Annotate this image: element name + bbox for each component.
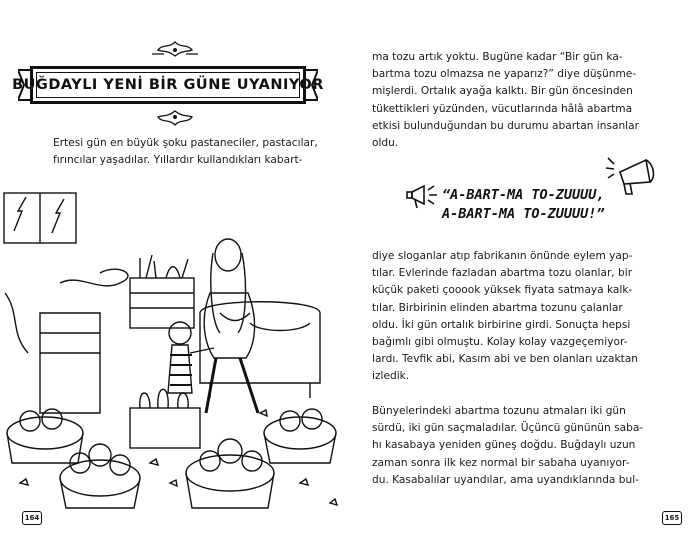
slogan-line: “A-BART-MA TO-ZUUUU, — [442, 187, 605, 203]
paragraph-line: tılar. Evlerinde fazladan abartma tozu olanlar, bir — [372, 267, 633, 280]
bakery-illustration — [0, 183, 350, 528]
page-number-right: 165 — [662, 511, 682, 525]
left-paragraph — [53, 135, 318, 169]
right-paragraph-3 — [372, 403, 672, 489]
right-paragraph-1 — [372, 49, 672, 152]
slogan-line: A-BART-MA TO-ZUUUU!” — [442, 206, 605, 222]
ornament-top-icon — [150, 40, 200, 60]
paragraph-line: bağımlı gibi olmuştu. Kolay kolay vazgeçemiyor- — [372, 336, 628, 349]
megaphone-icon — [404, 178, 442, 214]
paragraph-line: Bünyelerindeki abartma tozunu atmaları iki gün — [372, 405, 626, 417]
paragraph-line: sürdü, iki gün saçmaladılar. Üçüncü gününün saba- — [372, 422, 644, 435]
paragraph-line: diye sloganlar atıp fabrikanın önünde eylem yap- — [372, 250, 633, 262]
paragraph-line: bartma tozu olmazsa ne yaparız?” diye düşünme- — [372, 68, 637, 81]
paragraph-line: küçük paketi çooook yüksek fiyata satmaya kalk- — [372, 284, 633, 297]
paragraph-line: lardı. Tevfik abi, Kasım abi ve ben olanları uzaktan — [372, 353, 638, 366]
paragraph-line: zaman sonra ilk kez normal bir sabaha uyanıyor- — [372, 456, 630, 469]
paragraph-line: izledik. — [372, 370, 410, 383]
paragraph-line: fırıncılar yaşadılar. Yıllardır kullandıkları kabart- — [53, 154, 303, 167]
paragraph-line: tükettikleri yüzünden, vücutlarında hâlâ abartma — [372, 102, 633, 115]
paragraph-line: mişlerdi. Ortalık ayağa kalktı. Bir gün öncesinden — [372, 85, 633, 98]
paragraph-line: tılar. Birbirinin elinden abartma tozunu çalanlar — [372, 301, 623, 314]
slogan — [442, 186, 622, 224]
paragraph-line: Ertesi gün en büyük şoku pastaneciler, pastacılar, — [53, 137, 318, 149]
chapter-title: BUĞDAYLI YENİ BİR GÜNE UYANIYOR — [12, 77, 324, 93]
paragraph-line: ma tozu artık yoktu. Bugüne kadar “Bir gün ka- — [372, 51, 623, 63]
megaphone-icon — [602, 152, 658, 202]
ornament-bottom-icon — [150, 107, 200, 127]
paragraph-line: du. Kasabalılar uyandılar, ama uyandıklarında bul- — [372, 473, 639, 486]
paragraph-line: hı kasabaya yeniden güneş doğdu. Buğdaylı uzun — [372, 439, 636, 452]
right-page — [350, 0, 700, 544]
page-number-left: 164 — [22, 511, 42, 525]
chapter-title-frame — [12, 72, 324, 98]
paragraph-line: oldu. İki gün ortalık birbirine girdi. Sonuçta hepsi — [372, 318, 631, 331]
right-paragraph-2 — [372, 248, 672, 386]
chapter-title-banner — [12, 66, 324, 104]
paragraph-line: oldu. — [372, 137, 399, 150]
paragraph-line: etkisi bulunduğundan bu durumu abartan insanlar — [372, 119, 639, 132]
